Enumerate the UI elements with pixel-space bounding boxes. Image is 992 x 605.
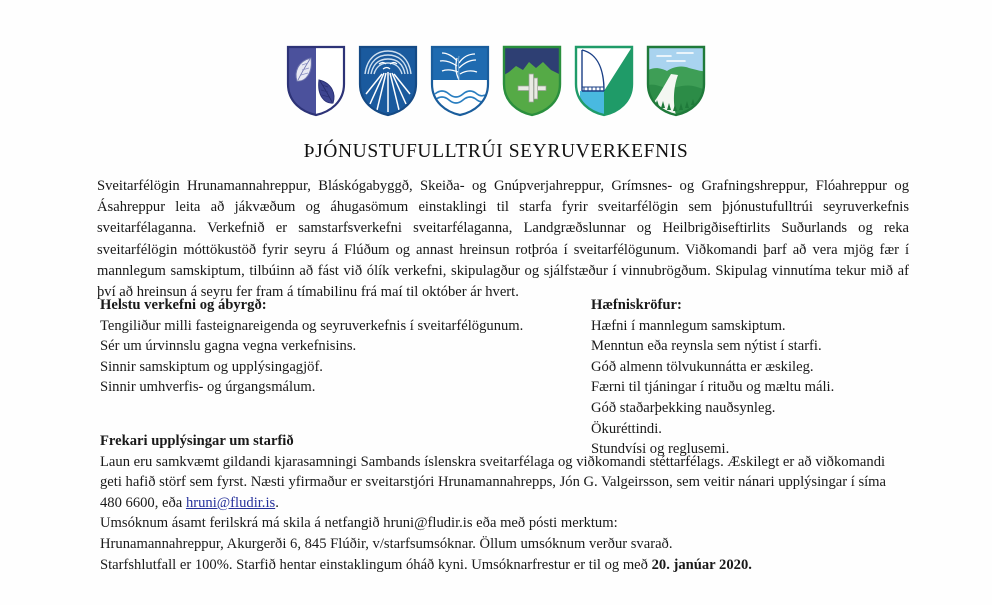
tasks-column: [100, 295, 570, 398]
crest-asahreppur-icon: [645, 44, 707, 118]
tasks-item: Sinnir samskiptum og upplýsingagjöf.: [100, 358, 323, 375]
requirements-item: Stundvísi og reglusemi.: [591, 441, 730, 458]
requirements-item: Hæfni í mannlegum samskiptum.: [591, 317, 786, 334]
line3-suffix: .: [275, 494, 279, 511]
tasks-item: Tengiliður milli fasteignareigenda og seyruverkefnis í sveitarfélögunum.: [100, 317, 524, 334]
page-title: ÞJÓNUSTUFULLTRÚI SEYRUVERKEFNIS: [303, 141, 689, 162]
tasks-heading: Helstu verkefni og ábyrgð:: [100, 297, 267, 313]
crest-hrunamannahreppur-icon: [285, 44, 347, 118]
further-info-line-4: Umsóknum ásamt ferilskrá má skila á netfangið hruni@fludir.is eða með pósti merktum:: [100, 515, 618, 532]
requirements-item: Menntun eða reynsla sem nýtist í starfi.: [591, 338, 822, 355]
further-info-line-1: Laun eru samkvæmt gildandi kjarasamningi Sambands íslenskra sveitarfélaga og viðkomandi stéttarfélags. Æskilegt er að viðkomandi: [100, 453, 886, 470]
requirements-item: Góð staðarþekking nauðsynleg.: [591, 399, 776, 416]
further-info-line-2: geti hafið störf sem fyrst. Næsti yfirmaður er sveitarstjóri Hrunamannahrepps, Jón G. Valgeirsson, sem veitir nánari upplýsingar í síma: [100, 474, 887, 491]
phone-text: 480 6600, eða: [100, 494, 186, 511]
email-link[interactable]: hruni@fludir.is: [185, 494, 276, 511]
crest-blaskogabyggd-icon: [357, 44, 419, 118]
crest-floahreppur-icon: [573, 44, 635, 118]
requirements-item: Færni til tjáningar í rituðu og mæltu máli.: [591, 379, 835, 396]
municipality-crest-row: [0, 0, 992, 124]
crest-skeida-og-gnupverjahreppur-icon: [429, 44, 491, 118]
requirements-item: Góð almenn tölvukunnátta er æskileg.: [591, 358, 814, 375]
further-info-heading: Frekari upplýsingar um starfið: [100, 433, 294, 449]
further-info-line-6: [100, 555, 912, 576]
employment-text: Starfshlutfall er 100%. Starfið hentar einstaklingum óháð kyni. Umsóknarfrestur er til og með: [100, 556, 652, 573]
tasks-item: Sinnir umhverfis- og úrgangsmálum.: [100, 379, 316, 396]
further-info-section: [100, 431, 912, 575]
requirements-heading: Hæfniskröfur:: [591, 297, 682, 313]
tasks-item: Sér um úrvinnslu gagna vegna verkefnisins.: [100, 338, 357, 355]
application-deadline: 20. janúar 2020.: [651, 556, 752, 573]
further-info-body: [100, 452, 912, 576]
requirements-item: Ökuréttindi.: [591, 420, 662, 437]
further-info-line-5: Hrunamannahreppur, Akurgerði 6, 845 Flúðir, v/starfsumsóknar. Öllum umsóknum verður svarað.: [100, 535, 673, 552]
intro-paragraph: Sveitarfélögin Hrunamannahreppur, Bláskógabyggð, Skeiða- og Gnúpverjahreppur, Grímsnes- og Grafningshreppur, Flóahreppur og Ásahreppur leita að jákvæðum og áhugasömum einstaklingi til starfa fyrir sveitarfélögin sem þjónustufulltrúi seyruverkefnis sveitarfélaganna. Verkefnið er samstarfsverkefni sveitarfélaganna, Landgræðslunnar og Heilbrigðiseftirlits Suðurlands og reka sveitarfélögin móttökustöð fyrir seyru á Flúðum og annast hreinsun rotþróa í sveitarfélögunum. Viðkomandi þarf að vera mjög fær í mannlegum samskiptum, tilbúinn að fást við ólík verkefni, skipulagður og sjálfstæður í vinnubrögðum. Skipulag vinnutíma tekur mið af því að hreinsun á seyru fer fram á tímabilinu frá maí til október ár hvert.: [97, 178, 909, 301]
crest-grimsnes-og-grafningshreppur-icon: [501, 44, 563, 118]
further-info-line-3: [100, 493, 912, 514]
